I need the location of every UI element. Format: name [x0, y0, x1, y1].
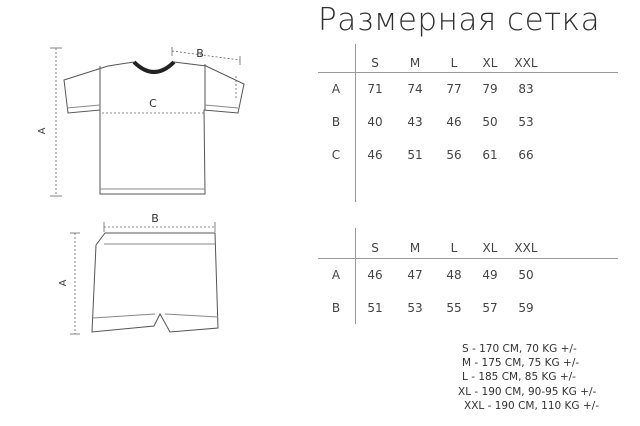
- table-cell: 51: [367, 301, 383, 315]
- table-divider-vertical: [355, 44, 356, 202]
- row-label: B: [331, 115, 341, 129]
- table-cell: 47: [407, 268, 423, 282]
- table-cell: 50: [518, 268, 534, 282]
- table-cell: 79: [482, 82, 498, 96]
- table-cell: 46: [367, 148, 383, 162]
- table-cell: 55: [446, 301, 462, 315]
- size-note: L - 185 CM, 85 KG +/-: [462, 371, 576, 384]
- tshirt-diagram: [0, 0, 300, 230]
- table-cell: 77: [446, 82, 462, 96]
- column-header: M: [409, 56, 421, 70]
- table-cell: 71: [367, 82, 383, 96]
- table-cell: 50: [482, 115, 498, 129]
- page-title: Размерная сетка: [318, 2, 601, 38]
- table-cell: 46: [367, 268, 383, 282]
- table-cell: 40: [367, 115, 383, 129]
- size-notes: [458, 342, 600, 413]
- column-header: XXL: [514, 56, 538, 70]
- row-label: A: [331, 82, 341, 96]
- table-cell: 48: [446, 268, 462, 282]
- column-header: S: [371, 56, 379, 70]
- table-cell: 66: [518, 148, 534, 162]
- table-cell: 53: [407, 301, 423, 315]
- table-cell: 61: [482, 148, 498, 162]
- shorts-diagram: [0, 210, 300, 340]
- table-divider-horizontal: [318, 258, 618, 259]
- size-note: XXL - 190 CM, 110 KG +/-: [464, 399, 600, 412]
- column-header: XL: [482, 241, 498, 255]
- table-divider-vertical: [355, 228, 356, 324]
- column-header: M: [409, 241, 421, 255]
- tshirt-label-c: C: [149, 97, 157, 110]
- table-cell: 59: [518, 301, 534, 315]
- column-header: L: [450, 56, 458, 70]
- row-label: C: [331, 148, 341, 162]
- table-cell: 83: [518, 82, 534, 96]
- tshirt-label-a: A: [37, 127, 48, 135]
- column-header: S: [371, 241, 379, 255]
- size-note: S - 170 CM, 70 KG +/-: [462, 343, 577, 355]
- size-note: XL - 190 CM, 90-95 KG +/-: [458, 385, 597, 398]
- column-header: L: [450, 241, 458, 255]
- size-note: M - 175 CM, 75 KG +/-: [462, 357, 580, 370]
- table-cell: 53: [518, 115, 534, 129]
- shorts-label-a: A: [58, 279, 69, 287]
- table-divider-horizontal: [318, 72, 618, 73]
- table-cell: 51: [407, 148, 423, 162]
- shorts-label-b: B: [151, 212, 159, 225]
- table-cell: 43: [407, 115, 423, 129]
- column-header: XL: [482, 56, 498, 70]
- row-label: A: [331, 268, 341, 282]
- column-header: XXL: [514, 241, 538, 255]
- table-cell: 74: [407, 82, 423, 96]
- tshirt-label-b: B: [196, 47, 204, 60]
- table-cell: 46: [446, 115, 462, 129]
- table-cell: 57: [482, 301, 498, 315]
- table-cell: 56: [446, 148, 462, 162]
- table-cell: 49: [482, 268, 498, 282]
- row-label: B: [331, 301, 341, 315]
